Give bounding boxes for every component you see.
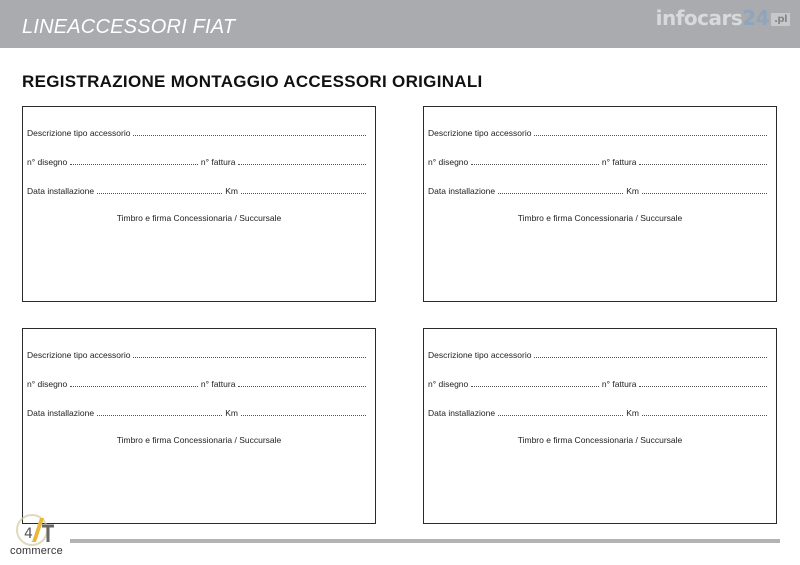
stamp-label: Timbro e firma Concessionaria / Succursale bbox=[517, 213, 683, 223]
description-row bbox=[27, 126, 369, 138]
drawing-invoice-row bbox=[27, 155, 369, 167]
km-label: Km bbox=[626, 186, 639, 196]
header-title: LINEACCESSORI FIAT bbox=[22, 16, 236, 38]
invoice-field[interactable] bbox=[639, 386, 767, 387]
description-label: Descrizione tipo accessorio bbox=[27, 350, 131, 360]
km-field[interactable] bbox=[642, 415, 767, 416]
registration-card bbox=[22, 106, 376, 302]
invoice-label: n° fattura bbox=[200, 379, 236, 389]
description-row bbox=[428, 126, 770, 138]
invoice-label: n° fattura bbox=[601, 157, 637, 167]
watermark-logo bbox=[656, 6, 790, 30]
description-field[interactable] bbox=[133, 135, 366, 136]
drawing-field[interactable] bbox=[70, 164, 198, 165]
drawing-field[interactable] bbox=[471, 386, 599, 387]
description-field[interactable] bbox=[133, 357, 366, 358]
footer-divider bbox=[70, 539, 780, 543]
registration-card bbox=[423, 328, 777, 524]
page-title: REGISTRAZIONE MONTAGGIO ACCESSORI ORIGINALI bbox=[22, 72, 483, 91]
invoice-label: n° fattura bbox=[601, 379, 637, 389]
install-date-label: Data installazione bbox=[428, 408, 496, 418]
install-km-row bbox=[27, 406, 369, 418]
stamp-label: Timbro e firma Concessionaria / Succursale bbox=[517, 435, 683, 445]
description-row bbox=[428, 348, 770, 360]
install-date-field[interactable] bbox=[97, 415, 222, 416]
drawing-invoice-row bbox=[27, 377, 369, 389]
km-label: Km bbox=[225, 408, 238, 418]
description-field[interactable] bbox=[534, 357, 767, 358]
stamp-label: Timbro e firma Concessionaria / Succursale bbox=[116, 213, 282, 223]
install-date-label: Data installazione bbox=[27, 408, 95, 418]
invoice-field[interactable] bbox=[639, 164, 767, 165]
install-date-field[interactable] bbox=[97, 193, 222, 194]
logo-mark: 4 bbox=[24, 526, 33, 542]
description-label: Descrizione tipo accessorio bbox=[27, 128, 131, 138]
watermark-tld: .pl bbox=[771, 13, 790, 26]
logo-text: commerce bbox=[10, 545, 63, 557]
header-bar bbox=[0, 0, 800, 48]
drawing-field[interactable] bbox=[471, 164, 599, 165]
registration-card bbox=[423, 106, 777, 302]
description-label: Descrizione tipo accessorio bbox=[428, 350, 532, 360]
install-km-row bbox=[27, 184, 369, 196]
description-label: Descrizione tipo accessorio bbox=[428, 128, 532, 138]
stamp-label: Timbro e firma Concessionaria / Succursale bbox=[116, 435, 282, 445]
drawing-label: n° disegno bbox=[27, 379, 68, 389]
invoice-field[interactable] bbox=[238, 386, 366, 387]
install-date-field[interactable] bbox=[498, 193, 623, 194]
km-label: Km bbox=[225, 186, 238, 196]
km-label: Km bbox=[626, 408, 639, 418]
install-date-field[interactable] bbox=[498, 415, 623, 416]
install-km-row bbox=[428, 184, 770, 196]
km-field[interactable] bbox=[642, 193, 767, 194]
km-field[interactable] bbox=[241, 415, 366, 416]
watermark-accent: 24 bbox=[742, 6, 770, 30]
install-date-label: Data installazione bbox=[27, 186, 95, 196]
description-field[interactable] bbox=[534, 135, 767, 136]
invoice-field[interactable] bbox=[238, 164, 366, 165]
drawing-field[interactable] bbox=[70, 386, 198, 387]
km-field[interactable] bbox=[241, 193, 366, 194]
install-date-label: Data installazione bbox=[428, 186, 496, 196]
install-km-row bbox=[428, 406, 770, 418]
registration-card bbox=[22, 328, 376, 524]
invoice-label: n° fattura bbox=[200, 157, 236, 167]
watermark-main: infocars bbox=[655, 6, 743, 30]
drawing-label: n° disegno bbox=[428, 379, 469, 389]
drawing-label: n° disegno bbox=[27, 157, 68, 167]
drawing-invoice-row bbox=[428, 377, 770, 389]
drawing-invoice-row bbox=[428, 155, 770, 167]
drawing-label: n° disegno bbox=[428, 157, 469, 167]
description-row bbox=[27, 348, 369, 360]
